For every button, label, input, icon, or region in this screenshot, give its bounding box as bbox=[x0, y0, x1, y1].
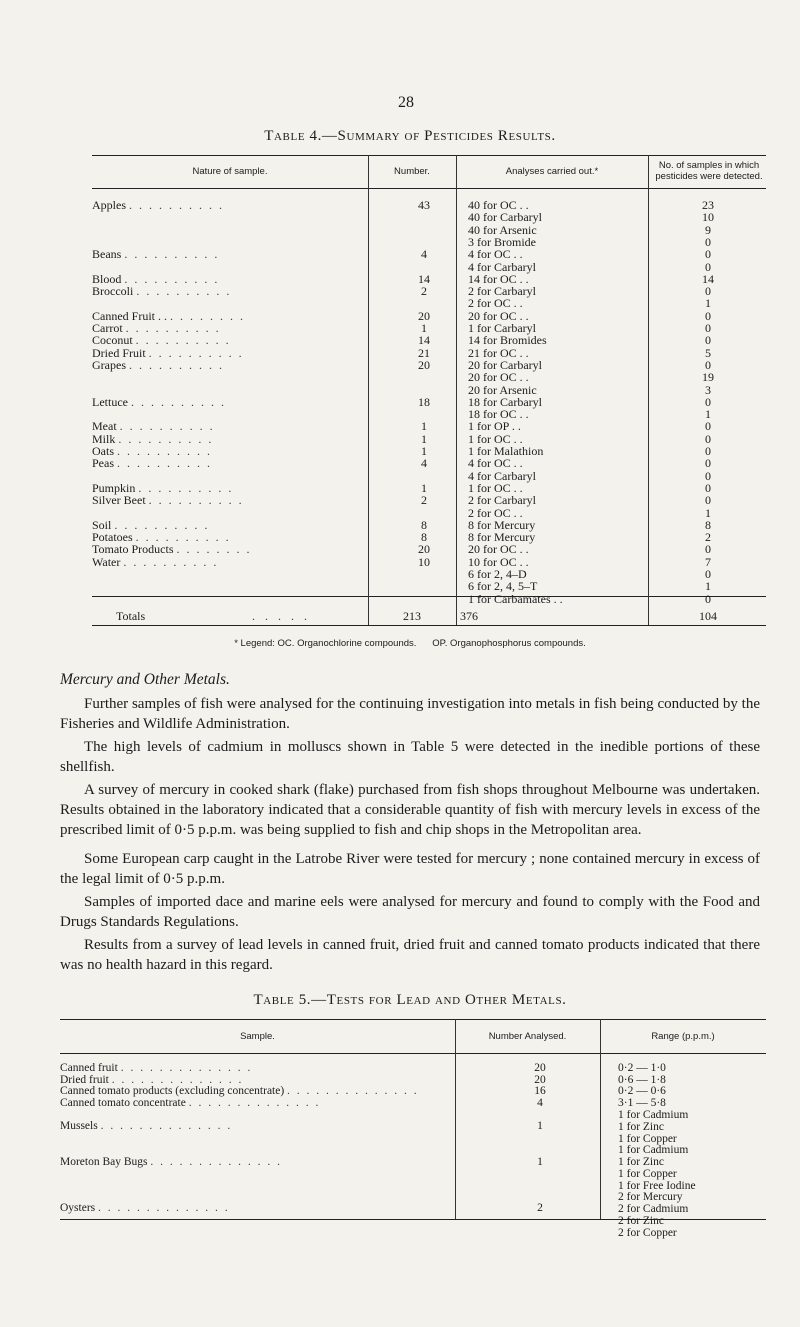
detected-count: 0 bbox=[705, 234, 711, 249]
sample-name: Apples . . . . . . . . . . bbox=[92, 199, 224, 212]
analysis: 20 for OC . . bbox=[468, 543, 529, 557]
table-row bbox=[92, 568, 766, 581]
detected-count: 7 bbox=[705, 554, 711, 569]
table-row bbox=[60, 1097, 766, 1109]
table-row bbox=[92, 285, 766, 298]
table-row bbox=[92, 507, 766, 520]
analysis: 8 for Mercury bbox=[468, 531, 536, 545]
range-value: 1 for Cadmium bbox=[618, 1108, 689, 1121]
table-row bbox=[92, 494, 766, 507]
analysis: 20 for OC . . bbox=[468, 371, 529, 385]
table-4-title: Table 4.—Summary of Pesticides Results. bbox=[264, 128, 556, 144]
header-analyses: Analyses carried out.* bbox=[505, 166, 599, 177]
analysis: 3 for Bromide bbox=[468, 235, 536, 249]
analysis: 1 for Carbamates . . bbox=[468, 592, 563, 606]
header-nature: Nature of sample. bbox=[192, 166, 268, 177]
analysis: 1 for Malathion bbox=[468, 445, 544, 458]
totals-label: Totals bbox=[116, 609, 146, 623]
range-value: 1 for Zinc bbox=[618, 1120, 664, 1133]
analysis: 1 for OC . . bbox=[468, 432, 523, 446]
sample-count: 20 bbox=[418, 542, 430, 557]
analysis: 8 for Mercury bbox=[468, 518, 536, 532]
paragraph: Some European carp caught in the Latrobe River were tested for mercury ; none contained mercury in excess of the legal limit of 0·5 p.p.m. bbox=[60, 851, 760, 887]
table-row bbox=[60, 1191, 766, 1238]
analysis: 6 for 2, 4–D bbox=[468, 568, 527, 581]
number-analysed: 16 bbox=[534, 1085, 546, 1098]
range-values bbox=[618, 1144, 766, 1192]
analysis: 14 for OC . . bbox=[468, 272, 529, 286]
range-value: 2 for Zinc bbox=[618, 1214, 664, 1227]
sample-name: Oats . . . . . . . . . . bbox=[92, 445, 212, 458]
sample-count: 43 bbox=[418, 198, 430, 212]
sample-count: 2 bbox=[421, 493, 427, 508]
sample-count: 1 bbox=[421, 419, 427, 434]
header-number-analysed: Number Analysed. bbox=[488, 1031, 567, 1042]
detected-count: 0 bbox=[705, 567, 711, 581]
analysis: 6 for 2, 4, 5–T bbox=[468, 580, 538, 594]
table-row bbox=[92, 224, 766, 237]
header-number: Number. bbox=[394, 166, 430, 177]
pesticides-table bbox=[92, 155, 766, 626]
analysis: 18 for Carbaryl bbox=[468, 395, 542, 409]
analysis: 40 for OC . . bbox=[468, 199, 529, 212]
table-rule-header bbox=[60, 1053, 766, 1054]
sample-count: 1 bbox=[421, 444, 427, 458]
sample-count: 20 bbox=[418, 308, 430, 323]
detected-count: 0 bbox=[705, 444, 711, 458]
analysis: 10 for OC . . bbox=[468, 555, 529, 569]
sample-name: Mussels . . . . . . . . . . . . . . bbox=[60, 1120, 233, 1133]
number-analysed: 1 bbox=[537, 1120, 543, 1133]
sample-count: 14 bbox=[418, 333, 430, 348]
sample-count: 10 bbox=[418, 554, 430, 569]
analysis: 21 for OC . . bbox=[468, 346, 529, 360]
detected-count: 0 bbox=[705, 480, 711, 495]
sample-name: Oysters . . . . . . . . . . . . . . bbox=[60, 1202, 230, 1215]
analysis: 20 for Arsenic bbox=[468, 383, 537, 397]
sample-count: 8 bbox=[421, 517, 427, 532]
sample-count: 18 bbox=[418, 394, 430, 409]
sample-count: 1 bbox=[421, 431, 427, 446]
range-values bbox=[618, 1062, 766, 1074]
detected-count: 23 bbox=[702, 198, 714, 212]
detected-count: 0 bbox=[705, 591, 711, 606]
sample-name: Coconut . . . . . . . . . . bbox=[92, 334, 231, 348]
analysis: 2 for Carbaryl bbox=[468, 285, 536, 299]
detected-count: 9 bbox=[705, 222, 711, 237]
sample-name: Silver Beet . . . . . . . . . . bbox=[92, 494, 244, 508]
table-row bbox=[92, 310, 766, 323]
table-row bbox=[92, 199, 766, 212]
range-values bbox=[618, 1109, 766, 1145]
sample-name: Dried Fruit . . . . . . . . . . bbox=[92, 346, 244, 360]
sample-name: Canned tomato concentrate . . . . . . . . . . . . . . bbox=[60, 1097, 321, 1110]
detected-count: 0 bbox=[705, 357, 711, 372]
range-value: 1 for Cadmium bbox=[618, 1143, 689, 1156]
table-row bbox=[92, 580, 766, 593]
detected-count: 10 bbox=[702, 210, 714, 225]
table-rule-top bbox=[60, 1019, 766, 1020]
totals-analyses: 376 bbox=[460, 609, 478, 623]
analysis: 14 for Bromides bbox=[468, 334, 547, 348]
detected-count: 0 bbox=[705, 321, 711, 335]
analysis: 40 for Carbaryl bbox=[468, 211, 542, 225]
sample-name: Potatoes . . . . . . . . . . bbox=[92, 531, 231, 545]
detected-count: 0 bbox=[705, 456, 711, 471]
totals-leader: ..... bbox=[252, 609, 317, 623]
sample-name: Canned Fruit . . . . . . . . . . bbox=[92, 309, 245, 323]
analysis: 20 for Carbaryl bbox=[468, 358, 542, 372]
sample-count: 4 bbox=[421, 247, 427, 262]
range-value: 1 for Copper bbox=[618, 1132, 677, 1145]
detected-count: 19 bbox=[702, 370, 714, 385]
table-row bbox=[60, 1062, 766, 1074]
table-row bbox=[92, 519, 766, 532]
sample-name: Meat . . . . . . . . . . bbox=[92, 420, 215, 434]
sample-count: 8 bbox=[421, 530, 427, 545]
sample-name: Pumpkin . . . . . . . . . . bbox=[92, 481, 234, 495]
sample-name: Broccoli . . . . . . . . . . bbox=[92, 285, 232, 299]
totals-detected: 104 bbox=[699, 609, 717, 623]
sample-name: Dried fruit . . . . . . . . . . . . . . bbox=[60, 1073, 244, 1086]
number-analysed: 2 bbox=[537, 1202, 543, 1215]
table-row bbox=[60, 1144, 766, 1191]
analysis: 40 for Arsenic bbox=[468, 223, 537, 237]
range-value: 2 for Copper bbox=[618, 1226, 677, 1239]
table-row bbox=[92, 273, 766, 286]
paragraph: Samples of imported dace and marine eels were analysed for mercury and found to comply with the Food and Drugs Standards Regulations. bbox=[60, 894, 760, 930]
detected-count: 0 bbox=[705, 394, 711, 409]
number-analysed: 20 bbox=[534, 1062, 546, 1074]
range-values bbox=[618, 1085, 766, 1097]
sample-name: Peas . . . . . . . . . . bbox=[92, 457, 212, 471]
detected-count: 0 bbox=[705, 468, 711, 483]
sample-count: 14 bbox=[418, 271, 430, 286]
detected-count: 1 bbox=[705, 505, 711, 520]
sample-count: 20 bbox=[418, 357, 430, 372]
detected-count: 14 bbox=[702, 271, 714, 286]
table-row bbox=[60, 1109, 766, 1144]
number-analysed: 1 bbox=[537, 1155, 543, 1168]
analysis: 4 for OC . . bbox=[468, 457, 523, 471]
detected-count: 1 bbox=[705, 579, 711, 594]
sample-name: Lettuce . . . . . . . . . . bbox=[92, 395, 226, 409]
analysis: 1 for Carbaryl bbox=[468, 322, 536, 335]
analysis: 1 for OC . . bbox=[468, 481, 523, 495]
table-rule-header bbox=[92, 188, 766, 189]
detected-count: 2 bbox=[705, 530, 711, 545]
range-values bbox=[618, 1097, 766, 1109]
detected-count: 8 bbox=[705, 517, 711, 532]
table-row bbox=[92, 211, 766, 224]
metals-table bbox=[60, 1019, 766, 1239]
range-value: 0·6 — 1·8 bbox=[618, 1073, 666, 1086]
sample-count: 1 bbox=[421, 321, 427, 335]
table-row bbox=[92, 371, 766, 384]
section-title: Mercury and Other Metals. bbox=[60, 671, 230, 688]
table-row bbox=[92, 457, 766, 470]
table-row bbox=[92, 470, 766, 483]
sample-count: 1 bbox=[421, 480, 427, 495]
table-row bbox=[92, 482, 766, 495]
table-row bbox=[92, 396, 766, 409]
table-row bbox=[92, 433, 766, 446]
totals-number: 213 bbox=[403, 609, 421, 623]
detected-count: 0 bbox=[705, 493, 711, 508]
analysis: 2 for Carbaryl bbox=[468, 494, 536, 508]
table-rule-bottom bbox=[92, 625, 766, 626]
header-range: Range (p.p.m.) bbox=[651, 1031, 715, 1042]
header-detected: No. of samples in which pesticides were detected. bbox=[655, 160, 763, 182]
range-value: 0·2 — 1·0 bbox=[618, 1062, 666, 1074]
sample-name: Tomato Products . . . . . . . . bbox=[92, 543, 252, 557]
paragraph: A survey of mercury in cooked shark (flake) purchased from fish shops throughout Melbourne was undertaken. Results obtained in the laboratory indicated that a considerable quantity of fish with mercury levels in excess of the prescribed limit of 0·5 p.p.m. was being supplied to fish and chip shops in the Metropolitan area. bbox=[60, 782, 760, 838]
table-row bbox=[92, 359, 766, 372]
range-value: 0·2 — 0·6 bbox=[618, 1085, 666, 1098]
analysis: 2 for OC . . bbox=[468, 297, 523, 311]
paragraph: The high levels of cadmium in molluscs shown in Table 5 were detected in the inedible portions of these shellfish. bbox=[60, 739, 760, 775]
table-rule-top bbox=[92, 155, 766, 156]
analysis: 1 for OP . . bbox=[468, 420, 521, 434]
sample-name: Soil . . . . . . . . . . bbox=[92, 518, 210, 532]
analysis: 20 for OC . . bbox=[468, 309, 529, 323]
analysis: 2 for OC . . bbox=[468, 506, 523, 520]
table-legend: * Legend: OC. Organochlorine compounds. OP. Organophosphorus compounds. bbox=[234, 638, 586, 649]
sample-name: Milk . . . . . . . . . . bbox=[92, 432, 214, 446]
range-values bbox=[618, 1191, 766, 1239]
table-row bbox=[60, 1085, 766, 1097]
table-row bbox=[92, 593, 766, 606]
sample-count: 21 bbox=[418, 345, 430, 360]
analysis: 18 for OC . . bbox=[468, 408, 529, 422]
paragraph: Results from a survey of lead levels in canned fruit, dried fruit and canned tomato products indicated that there was no health hazard in this regard. bbox=[60, 937, 760, 973]
detected-count: 1 bbox=[705, 407, 711, 422]
range-value: 2 for Mercury bbox=[618, 1190, 683, 1203]
detected-count: 5 bbox=[705, 345, 711, 360]
header-sample: Sample. bbox=[240, 1031, 275, 1042]
detected-count: 0 bbox=[705, 308, 711, 323]
range-value: 1 for Copper bbox=[618, 1167, 677, 1180]
detected-count: 3 bbox=[705, 382, 711, 397]
table-row bbox=[92, 420, 766, 433]
page-number: 28 bbox=[398, 94, 414, 111]
number-analysed: 20 bbox=[534, 1073, 546, 1086]
number-analysed: 4 bbox=[537, 1097, 543, 1110]
analysis: 4 for Carbaryl bbox=[468, 260, 536, 274]
paragraph: Further samples of fish were analysed for the continuing investigation into metals in fish being conducted by the Fisheries and Wildlife Administration. bbox=[60, 696, 760, 732]
range-value: 1 for Zinc bbox=[618, 1155, 664, 1168]
sample-name: Grapes . . . . . . . . . . bbox=[92, 358, 224, 372]
range-values bbox=[618, 1074, 766, 1086]
sample-name: Moreton Bay Bugs . . . . . . . . . . . . . . bbox=[60, 1155, 283, 1168]
range-value: 1 for Free Iodine bbox=[618, 1179, 696, 1192]
detected-count: 0 bbox=[705, 247, 711, 262]
analysis: 4 for Carbaryl bbox=[468, 469, 536, 483]
detected-count: 0 bbox=[705, 431, 711, 446]
sample-name: Carrot . . . . . . . . . . bbox=[92, 322, 221, 335]
range-value: 2 for Cadmium bbox=[618, 1202, 689, 1215]
sample-name: Canned fruit . . . . . . . . . . . . . . bbox=[60, 1062, 253, 1074]
range-value: 3·1 — 5·8 bbox=[618, 1097, 666, 1110]
sample-name: Canned tomato products (excluding concentrate) . . . . . . . . . . . . . . bbox=[60, 1085, 419, 1098]
detected-count: 0 bbox=[705, 419, 711, 434]
sample-count: 2 bbox=[421, 284, 427, 299]
detected-count: 0 bbox=[705, 284, 711, 299]
sample-count: 4 bbox=[421, 456, 427, 471]
detected-count: 0 bbox=[705, 542, 711, 557]
detected-count: 0 bbox=[705, 259, 711, 274]
analysis: 4 for OC . . bbox=[468, 248, 523, 262]
table-row bbox=[92, 236, 766, 249]
table-5-title: Table 5.—Tests for Lead and Other Metals. bbox=[253, 992, 567, 1008]
sample-name: Beans . . . . . . . . . . bbox=[92, 248, 220, 262]
sample-name: Water . . . . . . . . . . bbox=[92, 555, 219, 569]
table-row bbox=[92, 445, 766, 458]
detected-count: 1 bbox=[705, 296, 711, 311]
table-row bbox=[92, 556, 766, 569]
sample-name: Blood . . . . . . . . . . bbox=[92, 272, 220, 286]
table-row bbox=[92, 248, 766, 261]
table-row bbox=[60, 1074, 766, 1086]
table-row bbox=[92, 408, 766, 421]
detected-count: 0 bbox=[705, 333, 711, 348]
